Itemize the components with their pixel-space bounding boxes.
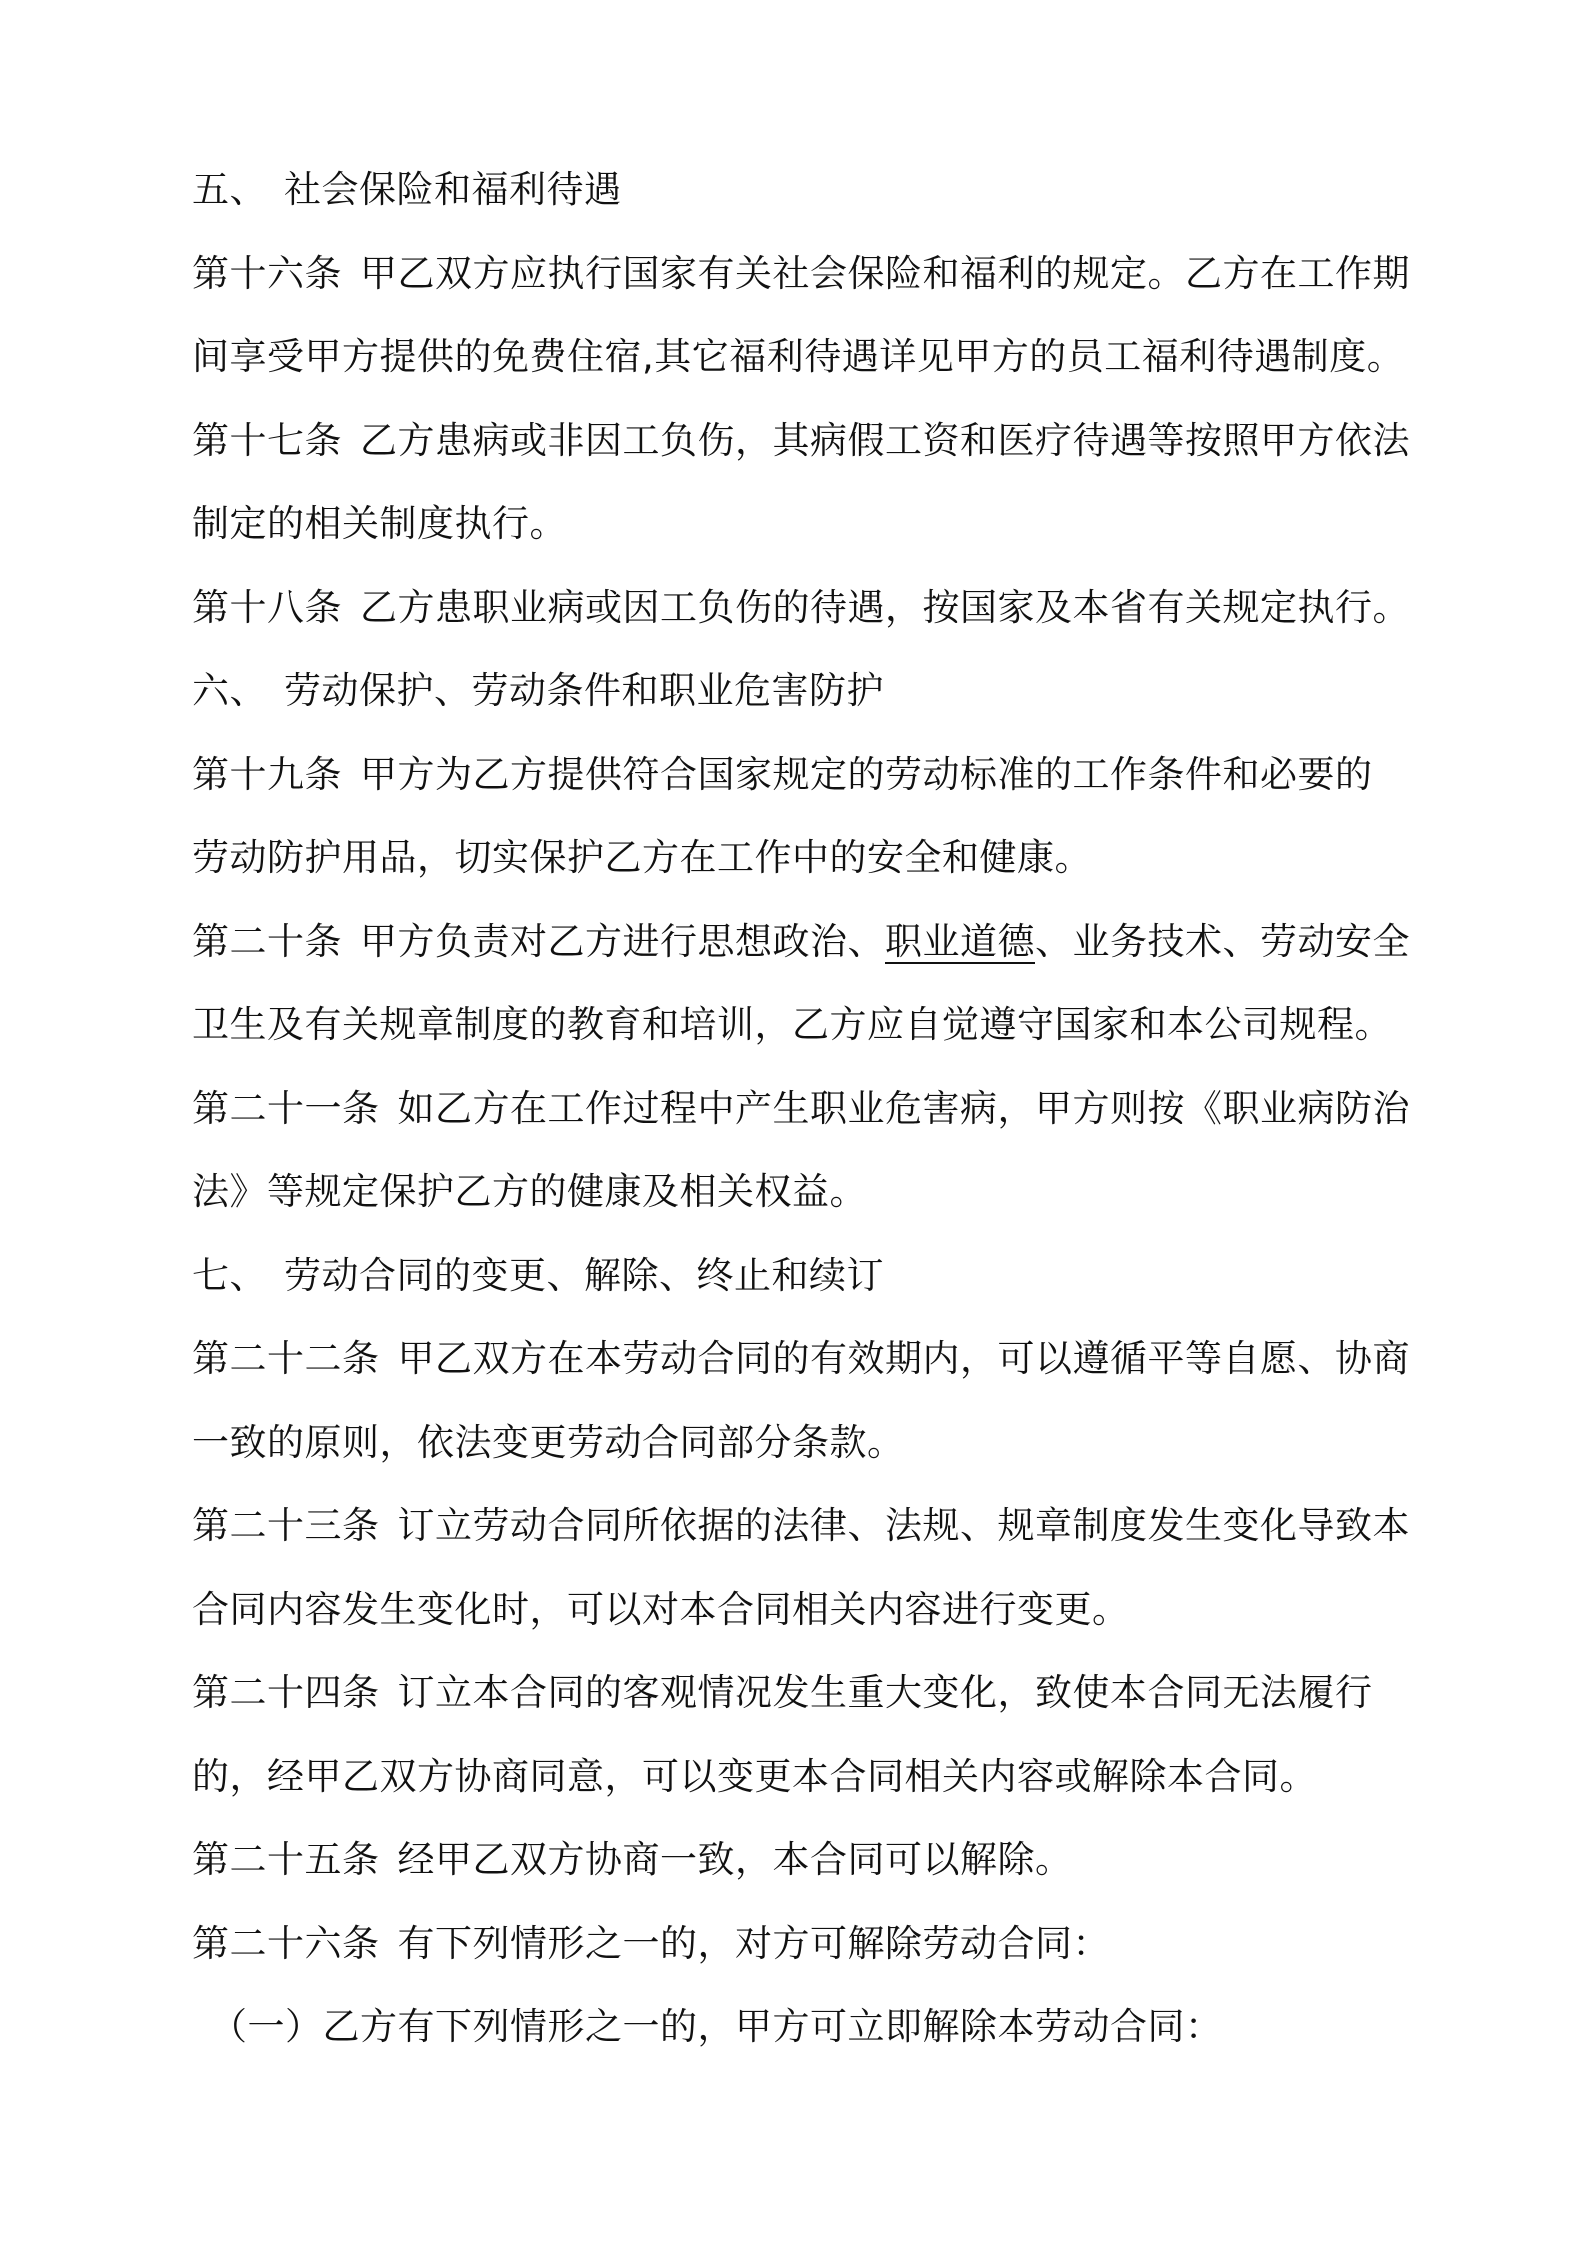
article-text: 有下列情形之一的，对方可解除劳动合同： xyxy=(397,1921,1110,1965)
section-title: 劳动合同的变更、解除、终止和续订 xyxy=(284,1253,884,1297)
article-21-line-1 xyxy=(192,1067,1412,1151)
article-label: 第十九条 xyxy=(192,752,342,796)
article-label: 第二十五条 xyxy=(192,1838,380,1881)
article-label: 第十八条 xyxy=(192,585,342,629)
section-heading-5 xyxy=(192,148,1412,232)
article-text: 订立劳动合同所依据的法律、法规、规章制度发生变化导致本 xyxy=(397,1504,1410,1547)
article-text: 甲方负责对乙方进行思想政治、 xyxy=(360,919,885,963)
article-24-line-1 xyxy=(192,1651,1412,1735)
article-21-line-2: 法》等规定保护乙方的健康及相关权益。 xyxy=(192,1170,867,1213)
article-text: 乙方患职业病或因工负伤的待遇，按国家及本省有关规定执行。 xyxy=(360,585,1410,629)
article-text: 甲方为乙方提供符合国家规定的劳动标准的工作条件和必要的 xyxy=(360,752,1373,796)
article-18-line-1 xyxy=(192,566,1412,650)
article-16-line-1 xyxy=(192,232,1412,316)
article-text: 甲乙双方应执行国家有关社会保险和福利的规定。乙方在工作期 xyxy=(360,251,1410,295)
article-text: 如乙方在工作过程中产生职业危害病，甲方则按《职业病防治 xyxy=(397,1086,1410,1130)
article-17-line-2: 制定的相关制度执行。 xyxy=(192,502,567,545)
article-22-line-1 xyxy=(192,1317,1412,1401)
article-label: 第十七条 xyxy=(192,418,342,462)
article-label: 第十六条 xyxy=(192,251,342,295)
article-text: 甲乙双方在本劳动合同的有效期内，可以遵循平等自愿、协商 xyxy=(397,1337,1410,1380)
section-title: 社会保险和福利待遇 xyxy=(284,168,622,211)
article-20-line-1 xyxy=(192,900,1412,984)
article-23-line-1 xyxy=(192,1484,1412,1568)
section-number: 五、 xyxy=(192,168,267,211)
article-24-line-2: 的，经甲乙双方协商同意，可以变更本合同相关内容或解除本合同。 xyxy=(192,1754,1317,1798)
article-label: 第二十一条 xyxy=(192,1086,380,1130)
sub-item-1: （一）乙方有下列情形之一的，甲方可立即解除本劳动合同： xyxy=(210,2005,1223,2048)
article-17-line-1 xyxy=(192,399,1412,483)
article-label: 第二十六条 xyxy=(192,1921,380,1965)
section-heading-6 xyxy=(192,649,1412,733)
section-number: 七、 xyxy=(192,1253,267,1297)
article-19-line-1 xyxy=(192,733,1412,817)
section-number: 六、 xyxy=(192,669,267,712)
article-text: 订立本合同的客观情况发生重大变化，致使本合同无法履行 xyxy=(397,1671,1373,1714)
article-25-line-1 xyxy=(192,1818,1412,1902)
article-text: 经甲乙双方协商一致，本合同可以解除。 xyxy=(397,1838,1073,1881)
article-label: 第二十四条 xyxy=(192,1671,380,1714)
article-text: 、业务技术、劳动安全 xyxy=(1035,919,1410,963)
article-text: 乙方患病或非因工负伤，其病假工资和医疗待遇等按照甲方依法 xyxy=(360,418,1410,462)
article-16-line-2: 间享受甲方提供的免费住宿,其它福利待遇详见甲方的员工福利待遇制度。 xyxy=(192,335,1405,378)
section-title: 劳动保护、劳动条件和职业危害防护 xyxy=(284,669,884,712)
article-label: 第二十条 xyxy=(192,919,342,963)
section-heading-7 xyxy=(192,1234,1412,1318)
article-23-line-2: 合同内容发生变化时，可以对本合同相关内容进行变更。 xyxy=(192,1587,1130,1631)
article-label: 第二十三条 xyxy=(192,1504,380,1547)
underlined-term: 职业道德 xyxy=(885,919,1035,963)
article-19-line-2: 劳动防护用品，切实保护乙方在工作中的安全和健康。 xyxy=(192,836,1092,879)
article-label: 第二十二条 xyxy=(192,1337,380,1380)
document-page xyxy=(192,148,1412,2069)
article-22-line-2: 一致的原则，依法变更劳动合同部分条款。 xyxy=(192,1420,905,1464)
article-20-line-2: 卫生及有关规章制度的教育和培训，乙方应自觉遵守国家和本公司规程。 xyxy=(192,1003,1392,1046)
article-26-line-1 xyxy=(192,1902,1412,1986)
